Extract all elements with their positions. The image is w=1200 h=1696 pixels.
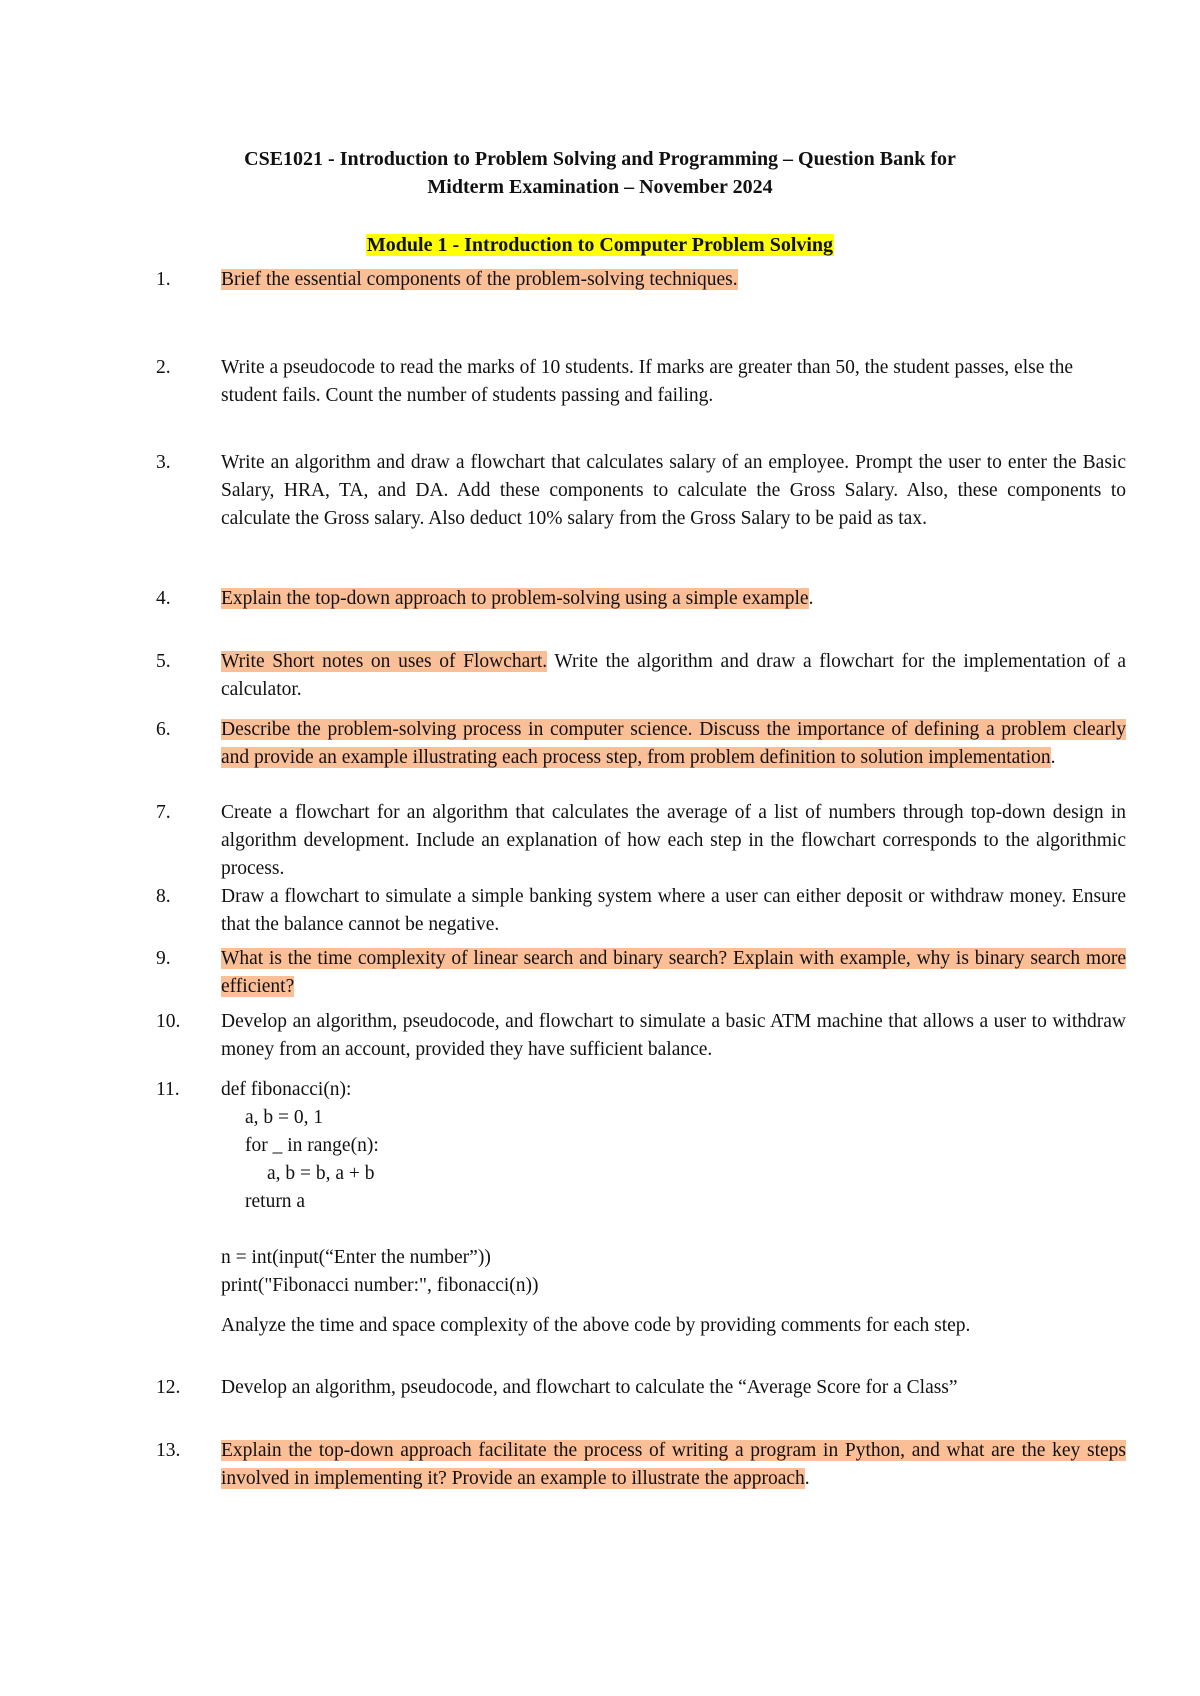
- code-block: [221, 1076, 1126, 1300]
- question-text: [221, 354, 1126, 410]
- question-number: 9.: [156, 948, 171, 969]
- question-text: [221, 716, 1126, 772]
- question-text: [221, 883, 1126, 939]
- question-text: [221, 799, 1126, 883]
- question-text: [221, 1008, 1126, 1064]
- code-line: a, b = 0, 1: [245, 1107, 324, 1128]
- question-number: 4.: [156, 588, 171, 609]
- question-rest: Develop an algorithm, pseudocode, and flowchart to calculate the “Average Score for a Class”: [221, 1377, 958, 1398]
- question-number: 6.: [156, 719, 171, 740]
- question-highlight: Explain the top-down approach to problem-solving using a simple example: [221, 588, 809, 609]
- module-heading-text: Module 1 - Introduction to Computer Problem Solving: [366, 234, 834, 256]
- title-line-1: CSE1021 - Introduction to Problem Solving and Programming – Question Bank for: [244, 148, 956, 170]
- question-number: 10.: [156, 1011, 181, 1032]
- question-rest: Draw a flowchart to simulate a simple banking system where a user can either deposit or withdraw money. Ensure that the balance cannot be negative.: [221, 886, 1126, 935]
- title-line-2: Midterm Examination – November 2024: [427, 176, 773, 198]
- code-line: return a: [245, 1191, 306, 1212]
- question-number: 2.: [156, 357, 171, 378]
- question-highlight: Write Short notes on uses of Flowchart.: [221, 651, 548, 672]
- question-number: 3.: [156, 452, 171, 473]
- question-item: [156, 1008, 1126, 1064]
- code-line: n = int(input(“Enter the number”)): [221, 1247, 491, 1268]
- module-heading: [0, 232, 1200, 258]
- question-item: [156, 585, 1126, 613]
- question-item: [156, 449, 1126, 533]
- question-number: 11.: [156, 1079, 180, 1100]
- question-rest: Create a flowchart for an algorithm that calculates the average of a list of numbers through top-down design in algorithm development. Include an explanation of how each step in the flowchart corresponds to the algorithmic process.: [221, 802, 1126, 879]
- question-highlight: Brief the essential components of the problem-solving techniques.: [221, 269, 738, 290]
- question-text: [221, 648, 1126, 704]
- code-line: print("Fibonacci number:", fibonacci(n)): [221, 1275, 539, 1296]
- question-text: Analyze the time and space complexity of the above code by providing comments for each step.: [221, 1315, 971, 1336]
- question-highlight: Explain the top-down approach facilitate the process of writing a program in Python, and what are the key steps involved in implementing it? Provide an example to illustrate the approach: [221, 1440, 1126, 1489]
- question-item: [156, 883, 1126, 939]
- question-number: 13.: [156, 1440, 181, 1461]
- question-highlight: What is the time complexity of linear search and binary search? Explain with example, why is binary search more efficient?: [221, 948, 1126, 997]
- question-item: [156, 1076, 1126, 1340]
- question-rest: .: [1050, 747, 1056, 768]
- code-line: def fibonacci(n):: [221, 1079, 352, 1100]
- question-item: [156, 1374, 1126, 1402]
- question-item: [156, 1437, 1126, 1493]
- question-number: 12.: [156, 1377, 181, 1398]
- question-item: [156, 716, 1126, 772]
- question-rest: Write a pseudocode to read the marks of 10 students. If marks are greater than 50, the student passes, else the student fails. Count the number of students passing and failing.: [221, 357, 1074, 406]
- question-highlight: Describe the problem-solving process in computer science. Discuss the importance of defining a problem clearly and provide an example illustrating each process step, from problem definition to solution implementation: [221, 719, 1126, 768]
- question-text: [221, 266, 1126, 294]
- code-line: for _ in range(n):: [245, 1135, 379, 1156]
- code-line: a, b = b, a + b: [267, 1163, 375, 1184]
- question-number: 7.: [156, 802, 171, 823]
- question-item: [156, 945, 1126, 1001]
- question-text: [221, 449, 1126, 533]
- question-rest: Write an algorithm and draw a flowchart that calculates salary of an employee. Prompt the user to enter the Basic Salary, HRA, TA, and DA. Add these components to calculate the Gross Salary. Also, these components to calculate the Gross salary. Also deduct 10% salary from the Gross Salary to be paid as tax.: [221, 452, 1126, 529]
- code-blank-line: [221, 1216, 1126, 1244]
- question-item: [156, 266, 1126, 294]
- question-rest: .: [808, 588, 814, 609]
- question-text: [221, 1374, 1126, 1402]
- question-text: [221, 585, 1126, 613]
- question-rest: Develop an algorithm, pseudocode, and flowchart to simulate a basic ATM machine that allows a user to withdraw money from an account, provided they have sufficient balance.: [221, 1011, 1126, 1060]
- question-number: 1.: [156, 269, 171, 290]
- question-number: 8.: [156, 886, 171, 907]
- question-rest: .: [804, 1468, 810, 1489]
- question-rest: Write the algorithm and draw a flowchart for the implementation of a calculator.: [221, 651, 1126, 700]
- question-text: [221, 1437, 1126, 1493]
- question-item: [156, 354, 1126, 410]
- question-item: [156, 799, 1126, 883]
- question-item: [156, 648, 1126, 704]
- question-text: [221, 945, 1126, 1001]
- question-number: 5.: [156, 651, 171, 672]
- document-title: [100, 145, 1100, 201]
